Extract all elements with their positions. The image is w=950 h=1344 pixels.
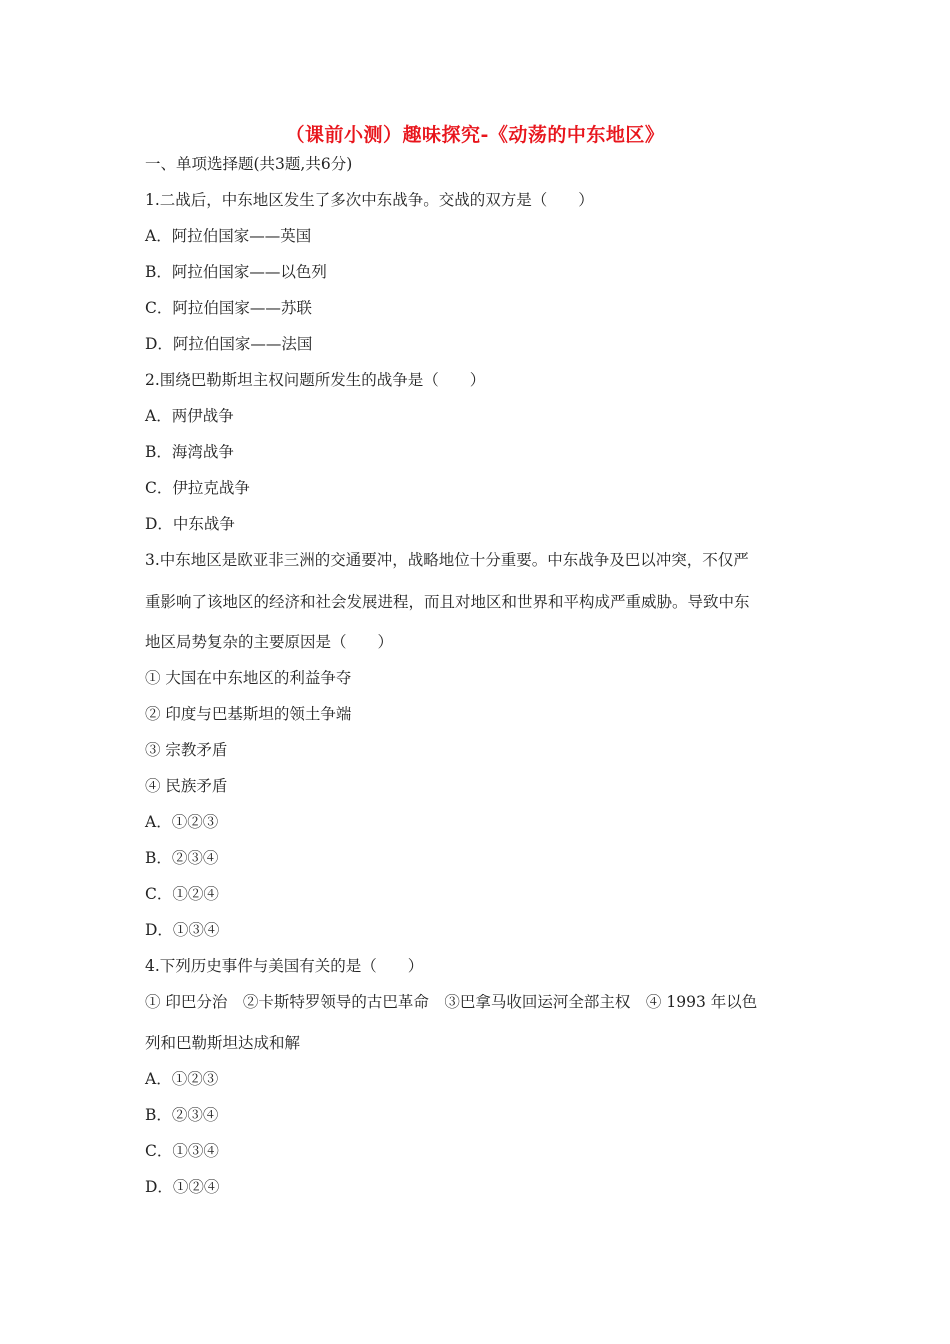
question-2-option-c: C．伊拉克战争 — [145, 479, 250, 497]
question-3-option-b: B．②③④ — [145, 849, 219, 867]
section-heading: 一、单项选择题(共3题,共6分) — [145, 155, 353, 173]
question-3-option-d: D．①③④ — [145, 921, 220, 939]
question-1-option-c: C．阿拉伯国家——苏联 — [145, 299, 312, 317]
question-3-stem-line-1: 3.中东地区是欧亚非三洲的交通要冲，战略地位十分重要。中东战争及巴以冲突，不仅严 — [145, 551, 749, 569]
question-3-option-a: A．①②③ — [145, 813, 219, 831]
question-4-stem: 4.下列历史事件与美国有关的是（ ） — [145, 957, 424, 975]
question-3-item-4: ④ 民族矛盾 — [145, 777, 228, 795]
question-4-option-c: C．①③④ — [145, 1142, 219, 1160]
question-3-option-c: C．①②④ — [145, 885, 219, 903]
question-3-item-1: ① 大国在中东地区的利益争夺 — [145, 669, 352, 687]
question-3-stem-line-3: 地区局势复杂的主要原因是（ ） — [145, 633, 394, 651]
question-3-item-3: ③ 宗教矛盾 — [145, 741, 228, 759]
question-1-option-a: A．阿拉伯国家——英国 — [145, 227, 312, 245]
document-title: （课前小测）趣味探究-《动荡的中东地区》 — [285, 124, 665, 146]
question-3-item-2: ② 印度与巴基斯坦的领土争端 — [145, 705, 352, 723]
question-1-option-b: B．阿拉伯国家——以色列 — [145, 263, 327, 281]
question-2-option-b: B．海湾战争 — [145, 443, 234, 461]
question-1-option-d: D．阿拉伯国家——法国 — [145, 335, 313, 353]
question-1-stem: 1.二战后，中东地区发生了多次中东战争。交战的双方是（ ） — [145, 191, 594, 209]
question-4-items-line-1: ① 印巴分治 ②卡斯特罗领导的古巴革命 ③巴拿马收回运河全部主权 ④ 1993 年以色 — [145, 993, 758, 1011]
question-3-stem-line-2: 重影响了该地区的经济和社会发展进程，而且对地区和世界和平构成严重威胁。导致中东 — [145, 593, 750, 611]
question-2-option-a: A．两伊战争 — [145, 407, 234, 425]
question-4-option-d: D．①②④ — [145, 1178, 220, 1196]
question-2-stem: 2.围绕巴勒斯坦主权问题所发生的战争是（ ） — [145, 371, 486, 389]
question-2-option-d: D．中东战争 — [145, 515, 235, 533]
question-4-option-b: B．②③④ — [145, 1106, 219, 1124]
question-4-items-line-2: 列和巴勒斯坦达成和解 — [145, 1034, 301, 1052]
question-4-option-a: A．①②③ — [145, 1070, 219, 1088]
